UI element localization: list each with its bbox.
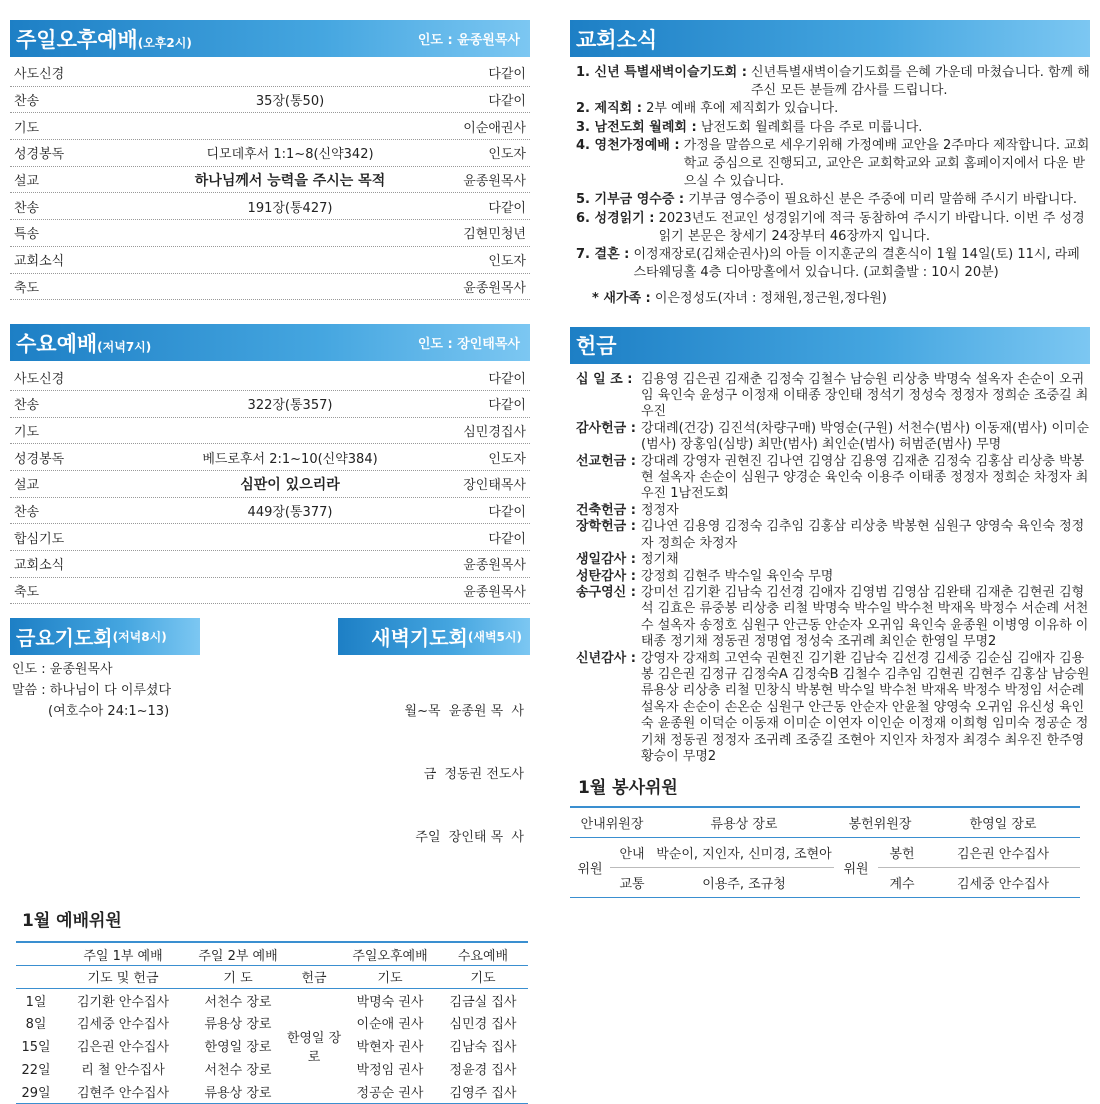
table-header: 헌금 <box>301 971 327 987</box>
order-item: 교회소식 <box>14 254 65 270</box>
news-item-label: 3. 남전도회 월례회 : <box>576 119 697 135</box>
offering-names: 김용영 김은권 김재춘 김정숙 김철수 남승원 리상충 박명숙 설옥자 손순이 오귀임 육인숙 윤성구 이정재 이태종 장인태 정석기 정성숙 정정자 정희순 조중길 최우진 <box>641 371 1089 420</box>
offer-member: 김은권 안수집사 <box>956 846 1050 862</box>
order-person: 인도자 <box>488 254 526 270</box>
offering-category: 성탄감사 : <box>576 568 636 584</box>
table-header-row <box>16 942 528 965</box>
offering-names: 정정자 <box>641 502 679 518</box>
friday-details <box>10 659 200 722</box>
offering-item <box>576 519 1090 552</box>
offering-names: 강정희 김현주 박수일 육인숙 무명 <box>641 568 834 584</box>
traffic-label: 교통 <box>619 876 645 892</box>
order-row <box>10 60 530 87</box>
news-item-text: 신년특별새벽이슬기도회를 은혜 가운데 마쳤습니다. 함께 해주신 모든 분들께 감사를 드립니다. <box>751 65 1090 99</box>
offering-item <box>576 585 1090 651</box>
guide-chief: 류용상 장로 <box>710 817 778 833</box>
jan-worship-title: 1월 예배위원 <box>22 911 122 932</box>
order-row <box>10 551 530 578</box>
table-cell: 정윤경 집사 <box>449 1063 517 1079</box>
order-person: 윤종원목사 <box>463 174 526 190</box>
order-row <box>10 274 530 301</box>
order-item: 합심기도 <box>14 531 65 547</box>
table-row <box>16 1080 528 1103</box>
order-person: 다같이 <box>488 398 526 414</box>
order-person: 인도자 <box>488 451 526 467</box>
news-title: 교회소식 <box>576 27 658 52</box>
guide-members: 박순이, 지인자, 신미경, 조현아 <box>656 846 832 862</box>
order-detail: 디모데후서 1:1~8(신약342) <box>206 147 374 163</box>
dawn-line: 금 정동권 전도사 <box>423 767 524 783</box>
table-cell: 류용상 장로 <box>204 1086 272 1102</box>
offering-category: 건축헌금 : <box>576 502 636 518</box>
friday-line: (여호수아 24:1~13) <box>48 704 170 720</box>
order-person: 심민경집사 <box>463 424 526 440</box>
offering-names: 강미선 김기환 김남숙 김선경 김애자 김영범 김영삼 김완태 김재춘 김현권 김형석 김효은 류중봉 리상충 리철 박명숙 박수일 박수천 박재옥 박정수 서순례 서천수 설옥자 송정호 심원구 안근동 안순자 오귀임 육인숙 윤종원 이병영 이유하 이태종 정기채 정동권 정명엽 정성숙 조귀례 최인순 한영일 무명2 <box>641 584 1089 650</box>
order-item: 축도 <box>14 585 40 601</box>
order-person: 다같이 <box>488 67 526 83</box>
prayer-meetings <box>10 618 530 890</box>
wednesday-lead: 인도 : 장인태목사 <box>417 337 520 353</box>
sunday-pm-header <box>10 20 530 57</box>
news-item-text: 2부 예배 후에 제직회가 있습니다. <box>646 101 839 117</box>
offering-category: 송구영신 : <box>576 584 636 600</box>
news-item-label: 6. 성경읽기 : <box>576 210 655 226</box>
count-member: 김세중 안수집사 <box>956 876 1050 892</box>
table-cell: 29일 <box>21 1086 51 1102</box>
new-family-label: * 새가족 : <box>592 291 651 307</box>
table-cell: 심민경 집사 <box>449 1017 517 1033</box>
order-item: 기도 <box>14 120 40 136</box>
count-label: 계수 <box>889 876 915 892</box>
order-row <box>10 444 530 471</box>
order-person: 장인태목사 <box>463 478 526 494</box>
news-item <box>576 137 1090 192</box>
friday-header <box>10 618 200 655</box>
service-title: 1월 봉사위원 <box>578 778 678 799</box>
offer-chief-label: 봉헌위원장 <box>848 817 912 833</box>
wednesday-order <box>10 364 530 604</box>
table-header: 기도 및 헌금 <box>87 971 159 987</box>
table-cell: 김현주 안수집사 <box>76 1086 170 1102</box>
offering-item <box>576 569 1090 585</box>
order-row <box>10 391 530 418</box>
order-detail: 191장(통427) <box>247 200 333 216</box>
order-item: 특송 <box>14 227 40 243</box>
wednesday-header <box>10 324 530 361</box>
dawn-section <box>338 618 530 890</box>
order-row <box>10 220 530 247</box>
table-row <box>16 1011 528 1034</box>
sunday-pm-order <box>10 60 530 300</box>
order-person: 다같이 <box>488 200 526 216</box>
table-cell: 서천수 장로 <box>204 1063 272 1079</box>
wednesday-time: (저녁7시) <box>97 339 152 354</box>
order-person: 다같이 <box>488 94 526 110</box>
offering-category: 생일감사 : <box>576 552 636 568</box>
table-cell: 김은권 안수집사 <box>76 1040 170 1056</box>
offer-label: 봉헌 <box>889 846 915 862</box>
order-person: 윤종원목사 <box>463 558 526 574</box>
left-column <box>10 20 530 1104</box>
order-item: 설교 <box>14 174 40 190</box>
news-item <box>576 100 1090 118</box>
news-item-text: 기부금 영수증이 필요하신 분은 주중에 미리 말씀해 주시기 바랍니다. <box>688 192 1078 208</box>
order-row <box>10 471 530 498</box>
order-detail: 449장(통377) <box>247 504 333 520</box>
offering-names: 김나연 김용영 김정숙 김추임 김홍삼 리상충 박봉현 심원구 양영숙 육인숙 정정자 정희순 차정자 <box>641 519 1085 551</box>
order-row <box>10 364 530 391</box>
table-cell: 8일 <box>25 1017 47 1033</box>
order-row <box>10 113 530 140</box>
traffic-members: 이용주, 조규청 <box>702 876 786 892</box>
offering-category: 감사헌금 : <box>576 420 636 436</box>
offering-header <box>570 327 1090 364</box>
table-row <box>16 1034 528 1057</box>
order-row <box>10 247 530 274</box>
order-row <box>10 87 530 114</box>
order-item: 설교 <box>14 478 40 494</box>
table-header: 기 도 <box>223 971 253 987</box>
table-cell: 15일 <box>21 1040 51 1056</box>
dawn-header <box>338 618 530 655</box>
friday-line: 말씀 : 하나님이 다 이루셨다 <box>12 683 172 699</box>
news-item-text: 이정재장로(김채순권사)의 아들 이지훈군의 결혼식이 1월 14일(토) 11시, 라페스타웨딩홀 4층 디아망홀에서 있습니다. (교회출발 : 10시 20분) <box>633 247 1080 281</box>
order-item: 성경봉독 <box>14 147 65 163</box>
order-row <box>10 140 530 167</box>
table-cell: 김영주 집사 <box>449 1086 517 1102</box>
news-header <box>570 20 1090 57</box>
table-cell: 김남숙 집사 <box>449 1040 517 1056</box>
order-item: 사도신경 <box>14 67 65 83</box>
news-item-text: 가정을 말씀으로 세우기위해 가정예배 교안을 2주마다 제작합니다. 교회학교 중심으로 진행되고, 교안은 교회학교와 교회 홈페이지에서 다운 받으실 수 있습니다. <box>683 137 1090 190</box>
order-person: 윤종원목사 <box>463 585 526 601</box>
right-column <box>570 20 1090 898</box>
offering-names: 강대례(건강) 김진석(차량구매) 박영순(구원) 서천수(범사) 이동재(범사) 이미순(범사) 장홍임(심방) 최만(범사) 최인순(범사) 허범준(범사) 무명 <box>641 420 1090 453</box>
order-person: 이순애권사 <box>463 120 526 136</box>
news-item <box>576 210 1090 246</box>
offering-item <box>576 454 1090 503</box>
news-list <box>570 64 1090 282</box>
news-item-text: 남전도회 월례회를 다음 주로 미룹니다. <box>700 119 923 135</box>
offering-title: 헌금 <box>576 334 617 359</box>
table-cell: 1일 <box>25 994 47 1010</box>
table-subheader-row <box>16 965 528 988</box>
order-detail: 하나님께서 능력을 주시는 목적 <box>194 172 386 189</box>
table-cell: 정공순 권사 <box>356 1086 424 1102</box>
offer-chief: 한영일 장로 <box>969 817 1037 833</box>
service-row <box>570 867 1080 897</box>
news-item <box>576 119 1090 137</box>
guide-label: 안내 <box>619 846 645 862</box>
service-table <box>570 806 1080 898</box>
table-cell: 이순애 권사 <box>356 1017 424 1033</box>
order-person: 다같이 <box>488 504 526 520</box>
order-item: 찬송 <box>14 398 40 414</box>
news-item-label: 5. 기부금 영수증 : <box>576 192 685 208</box>
new-family <box>570 290 1090 308</box>
dawn-line: 월~목 윤종원 목 사 <box>404 704 524 720</box>
friday-time: (저녁8시) <box>112 630 167 645</box>
order-item: 사도신경 <box>14 371 65 387</box>
order-item: 기도 <box>14 424 40 440</box>
dawn-title: 새벽기도회 <box>371 626 468 651</box>
table-header: 주일 2부 예배 <box>198 948 278 964</box>
table-cell: 리 철 안수집사 <box>81 1063 165 1079</box>
dawn-details <box>338 659 530 890</box>
new-family-value: 이은정성도(자녀 : 정채원,정근원,정다원) <box>654 291 887 307</box>
table-header: 주일 1부 예배 <box>83 948 163 964</box>
offering-item <box>576 421 1090 454</box>
order-detail: 322장(통357) <box>247 398 333 414</box>
order-item: 교회소식 <box>14 558 65 574</box>
order-detail: 35장(통50) <box>255 94 325 110</box>
friday-section <box>10 618 200 890</box>
table-cell: 박정임 권사 <box>356 1063 424 1079</box>
news-item-label: 4. 영천가정예배 : <box>576 137 680 153</box>
order-person: 김현민청년 <box>463 227 526 243</box>
news-item <box>576 64 1090 100</box>
order-row <box>10 498 530 525</box>
order-item: 성경봉독 <box>14 451 65 467</box>
member-label: 위원 <box>570 837 610 897</box>
table-cell: 서천수 장로 <box>204 994 272 1010</box>
offering-item <box>576 372 1090 421</box>
order-row <box>10 524 530 551</box>
table-header: 기도 <box>377 971 403 987</box>
news-item-label: 2. 제직회 : <box>576 101 642 117</box>
offering-names: 강대례 강영자 권현진 김나연 김영삼 김용영 김재춘 김정숙 김홍삼 리상충 박봉현 설옥자 손순이 심원구 양경순 육인숙 이용주 이태종 정정자 정희순 차정자 최우진 1남전도회 <box>641 453 1089 502</box>
order-item: 찬송 <box>14 94 40 110</box>
offering-names: 강영자 강재희 고연숙 권현진 김기환 김남숙 김선경 김세중 김순심 김애자 김용봉 김은권 김정규 김정숙A 김정숙B 김철수 김추임 김현권 김현주 김홍삼 남승원 류용상 리상충 리철 민창식 박봉현 박수일 박수천 박재옥 박정수 박정임 서순례 설옥자 손순이 손온순 심원구 안근동 안순자 안윤철 양영숙 오귀임 유신성 육인숙 윤종원 이덕순 이동재 이미순 이연자 이인순 이정재 이희형 임미숙 정공순 정기채 정동권 정정자 조귀례 조중길 조현아 지인자 차정자 최경수 최우진 한주영 황승이 무명2 <box>641 650 1090 764</box>
member-label: 위원 <box>834 837 878 897</box>
offering-category: 십 일 조 : <box>576 371 633 387</box>
sunday-pm-title: 주일오후예배 <box>16 27 138 52</box>
order-person: 인도자 <box>488 147 526 163</box>
table-cell: 박명숙 권사 <box>356 994 424 1010</box>
order-detail: 심판이 있으리라 <box>240 476 340 493</box>
offering-category: 장학헌금 : <box>576 519 636 535</box>
offering-cell: 한영일 장로 <box>286 1030 342 1065</box>
table-cell: 박현자 권사 <box>356 1040 424 1056</box>
news-item <box>576 191 1090 209</box>
table-row <box>16 988 528 1011</box>
news-item-label: 1. 신년 특별새벽이슬기도회 : <box>576 65 747 80</box>
friday-line: 인도 : 윤종원목사 <box>12 662 113 678</box>
table-header: 수요예배 <box>457 948 509 964</box>
order-item: 찬송 <box>14 504 40 520</box>
order-person: 다같이 <box>488 371 526 387</box>
sunday-pm-lead: 인도 : 윤종원목사 <box>417 33 520 48</box>
table-cell: 김세중 안수집사 <box>76 1017 170 1033</box>
friday-title: 금요기도회 <box>16 626 113 651</box>
dawn-time: (새벽5시) <box>467 630 522 645</box>
order-person: 윤종원목사 <box>463 280 526 296</box>
table-header: 주일오후예배 <box>352 948 428 964</box>
offering-item <box>576 552 1090 568</box>
sunday-pm-time: (오후2시) <box>137 35 192 50</box>
news-item-text: 2023년도 전교인 성경읽기에 적극 동참하여 주시기 바랍니다. 이번 주 성경 읽기 본문은 창세기 24장부터 46장까지 입니다. <box>658 210 1085 244</box>
service-chief-row <box>570 807 1080 837</box>
offering-list <box>570 372 1090 766</box>
news-item <box>576 246 1090 282</box>
table-cell: 류용상 장로 <box>204 1017 272 1033</box>
table-cell: 김금실 집사 <box>449 994 517 1010</box>
offering-item <box>576 503 1090 519</box>
order-row <box>10 193 530 220</box>
order-row <box>10 418 530 445</box>
guide-chief-label: 안내위원장 <box>580 817 644 833</box>
table-cell: 22일 <box>21 1063 51 1079</box>
offering-item <box>576 651 1090 766</box>
order-detail: 베드로후서 2:1~10(신약384) <box>202 451 378 467</box>
order-item: 축도 <box>14 280 40 296</box>
wednesday-title: 수요예배 <box>16 331 98 356</box>
order-person: 다같이 <box>488 531 526 547</box>
dawn-line: 주일 장인태 목 사 <box>415 830 524 846</box>
news-item-label: 7. 결혼 : <box>576 247 630 263</box>
table-header: 기도 <box>470 971 496 987</box>
order-row <box>10 578 530 605</box>
order-row <box>10 167 530 194</box>
offering-category: 선교헌금 : <box>576 453 636 469</box>
table-cell: 김기환 안수집사 <box>76 994 170 1010</box>
offering-category: 신년감사 : <box>576 650 636 666</box>
table-cell: 한영일 장로 <box>204 1040 272 1056</box>
service-row <box>570 837 1080 867</box>
jan-worship-table <box>16 941 528 1104</box>
offering-names: 정기채 <box>641 552 679 568</box>
order-item: 찬송 <box>14 200 40 216</box>
table-row <box>16 1057 528 1080</box>
